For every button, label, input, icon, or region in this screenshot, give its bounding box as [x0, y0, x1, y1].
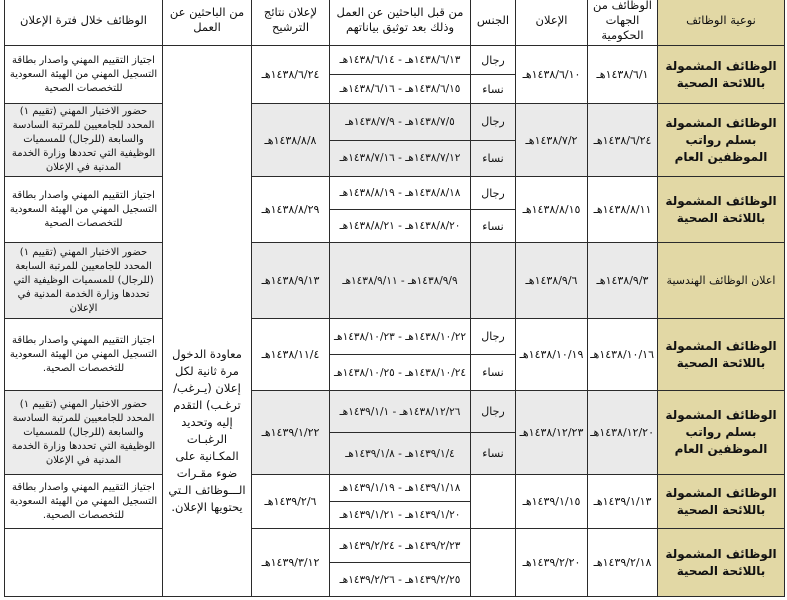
- announcement-date-cell: ١٤٣٨/١٠/١٩هـ: [516, 319, 588, 391]
- men-period-cell: ١٤٣٩/٢/٢٣هـ - ١٤٣٩/٢/٢٤هـ: [330, 529, 471, 563]
- gender-men-cell: رجال: [471, 46, 516, 75]
- table-row: [5, 104, 785, 141]
- gender-women-cell: نساء: [471, 75, 516, 104]
- announcement-date-cell: ١٤٣٨/٨/١٥هـ: [516, 177, 588, 243]
- header-job-type: نوعية الوظائف: [658, 0, 785, 46]
- table-row: [5, 475, 785, 502]
- job-type-cell: الوظائف المشمولة باللائحة الصحية: [658, 319, 785, 391]
- result-date-cell: ١٤٣٨/٨/٢٩هـ: [252, 177, 330, 243]
- job-type-cell: الوظائف المشمولة بسلم رواتب الموظفين العام: [658, 391, 785, 475]
- men-period-cell: ١٤٣٨/٦/١٣هـ - ١٤٣٨/٦/١٤هـ: [330, 46, 471, 75]
- job-type-cell: الوظائف المشمولة بسلم رواتب الموظفين العام: [658, 104, 785, 177]
- header-announcement: الإعلان: [516, 0, 588, 46]
- duty-cell: اجتياز التقييم المهني واصدار بطاقة التسجيل المهني من الهيئة السعودية للتخصصات الصحية: [5, 177, 163, 243]
- table-row: [5, 177, 785, 210]
- gender-women-cell: نساء: [471, 433, 516, 475]
- header-row: [5, 0, 785, 46]
- women-period-cell: ١٤٣٩/٢/٢٥هـ - ١٤٣٩/٢/٢٦هـ: [330, 563, 471, 597]
- gender-women-cell: نساء: [471, 210, 516, 243]
- duty-cell: اجتياز التقييم المهني واصدار بطاقة التسجيل المهني من الهيئة السعودية للتخصصات الصحية.: [5, 475, 163, 529]
- duty-cell: حضور الاختبار المهني (تقييم ١) المحدد للجامعيين للمرتبة السادسة والسابعة (للرجال) للمسميات الوظيفية التي تحددها وزارة الخدمة المدنية في الإعلان: [5, 104, 163, 177]
- job-type-cell: الوظائف المشمولة باللائحة الصحية: [658, 529, 785, 597]
- duty-cell: [5, 529, 163, 597]
- men-period-cell: ١٤٣٨/١٢/٢٦هـ - ١٤٣٩/١/١هـ: [330, 391, 471, 433]
- result-date-cell: ١٤٣٩/٢/٦هـ: [252, 475, 330, 529]
- gov-date-cell: ١٤٣٨/٦/١هـ: [588, 46, 658, 104]
- duty-cell: اجتياز التقييم المهني واصدار بطاقة التسجيل المهني من الهيئة السعودية للتخصصات الصحية: [5, 46, 163, 104]
- men-period-cell: ١٤٣٨/٨/١٨هـ - ١٤٣٨/٨/١٩هـ: [330, 177, 471, 210]
- announcement-date-cell: ١٤٣٨/٩/٦هـ: [516, 243, 588, 319]
- duty-cell: حضور الاختبار المهني (تقييم ١) المحدد للجامعيين للمرتبة السادسة والسابعة (للرجال) للمسميات الوظيفية التي تحددها وزارة الخدمة المدنية في الإعلان: [5, 391, 163, 475]
- table-row: [5, 529, 785, 563]
- job-announcement-schedule-table: [4, 0, 785, 597]
- table-row: [5, 243, 785, 319]
- job-type-cell: الوظائف المشمولة باللائحة الصحية: [658, 46, 785, 104]
- gender-men-cell: رجال: [471, 391, 516, 433]
- application-period-cell: ١٤٣٨/٩/٩هـ - ١٤٣٨/٩/١١هـ: [330, 243, 471, 319]
- result-date-cell: ١٤٣٨/١١/٤هـ: [252, 319, 330, 391]
- announcement-date-cell: ١٤٣٨/٧/٢هـ: [516, 104, 588, 177]
- table-row: [5, 319, 785, 355]
- women-period-cell: ١٤٣٩/١/٤هـ - ١٤٣٩/١/٨هـ: [330, 433, 471, 475]
- gender-men-cell: رجال: [471, 177, 516, 210]
- gov-date-cell: ١٤٣٨/٨/١١هـ: [588, 177, 658, 243]
- men-period-cell: ١٤٣٨/١٠/٢٢هـ - ١٤٣٨/١٠/٢٣هـ: [330, 319, 471, 355]
- announcement-date-cell: ١٤٣٨/١٢/٢٣هـ: [516, 391, 588, 475]
- job-type-cell: اعلان الوظائف الهندسية: [658, 243, 785, 319]
- gov-date-cell: ١٤٣٨/٩/٣هـ: [588, 243, 658, 319]
- duty-cell: حضور الاختبار المهني (تقييم ١) المحدد للجامعيين للمرتبة السابعة (للرجال) للمسميات الوظيفية التي تحددها وزارة الخدمة المدنية في الإعلان: [5, 243, 163, 319]
- gov-date-cell: ١٤٣٨/١٢/٢٠هـ: [588, 391, 658, 475]
- duty-cell: اجتياز التقييم المهني واصدار بطاقة التسجيل المهني من الهيئة السعودية للتخصصات الصحية.: [5, 319, 163, 391]
- gov-date-cell: ١٤٣٨/١٠/١٦هـ: [588, 319, 658, 391]
- header-application-period: من قبل الباحثين عن العمل وذلك بعد توثيق بياناتهم: [330, 0, 471, 46]
- header-job-seekers: من الباحثين عن العمل: [163, 0, 252, 46]
- announcement-date-cell: ١٤٣٩/٢/٢٠هـ: [516, 529, 588, 597]
- job-type-cell: الوظائف المشمولة باللائحة الصحية: [658, 475, 785, 529]
- job-type-cell: الوظائف المشمولة باللائحة الصحية: [658, 177, 785, 243]
- header-duties: الوظائف خلال فترة الإعلان: [5, 0, 163, 46]
- result-date-cell: ١٤٣٨/٩/١٣هـ: [252, 243, 330, 319]
- header-nomination-results: لإعلان نتائج الترشيح: [252, 0, 330, 46]
- women-period-cell: ١٤٣٨/٨/٢٠هـ - ١٤٣٨/٨/٢١هـ: [330, 210, 471, 243]
- gender-men-cell: رجال: [471, 319, 516, 355]
- header-from-gov: الوظائف من الجهات الحكومية: [588, 0, 658, 46]
- gender-cell: [471, 243, 516, 319]
- women-period-cell: ١٤٣٨/٦/١٥هـ - ١٤٣٨/٦/١٦هـ: [330, 75, 471, 104]
- result-date-cell: ١٤٣٩/١/٢٢هـ: [252, 391, 330, 475]
- gov-date-cell: ١٤٣٨/٦/٢٤هـ: [588, 104, 658, 177]
- men-period-cell: ١٤٣٨/٧/٥هـ - ١٤٣٨/٧/٩هـ: [330, 104, 471, 141]
- header-gender: الجنس: [471, 0, 516, 46]
- reapply-note-text: معاودة الدخول مرة ثانية لكل إعلان (يـرغب/ ترغـب) التقدم إليه وتحديد الرغبـات المكـانية على ضوء مقـرات الـــوظائف الـتي يحتويها الإعلان.: [168, 347, 246, 514]
- women-period-cell: ١٤٣٨/٧/١٢هـ - ١٤٣٨/٧/١٦هـ: [330, 140, 471, 177]
- reapply-note-cell: [163, 46, 252, 597]
- gender-cell: [471, 529, 516, 597]
- men-period-cell: ١٤٣٩/١/١٨هـ - ١٤٣٩/١/١٩هـ: [330, 475, 471, 502]
- announcement-date-cell: ١٤٣٨/٦/١٠هـ: [516, 46, 588, 104]
- result-date-cell: ١٤٣٩/٣/١٢هـ: [252, 529, 330, 597]
- table-row: [5, 391, 785, 433]
- announcement-date-cell: ١٤٣٩/١/١٥هـ: [516, 475, 588, 529]
- gov-date-cell: ١٤٣٩/١/١٣هـ: [588, 475, 658, 529]
- women-period-cell: ١٤٣٩/١/٢٠هـ - ١٤٣٩/١/٢١هـ: [330, 502, 471, 529]
- result-date-cell: ١٤٣٨/٦/٢٤هـ: [252, 46, 330, 104]
- result-date-cell: ١٤٣٨/٨/٨هـ: [252, 104, 330, 177]
- gov-date-cell: ١٤٣٩/٢/١٨هـ: [588, 529, 658, 597]
- gender-men-cell: رجال: [471, 104, 516, 141]
- gender-women-cell: نساء: [471, 355, 516, 391]
- gender-women-cell: نساء: [471, 140, 516, 177]
- table-row: [5, 46, 785, 75]
- women-period-cell: ١٤٣٨/١٠/٢٤هـ - ١٤٣٨/١٠/٢٥هـ: [330, 355, 471, 391]
- gender-cell: [471, 475, 516, 529]
